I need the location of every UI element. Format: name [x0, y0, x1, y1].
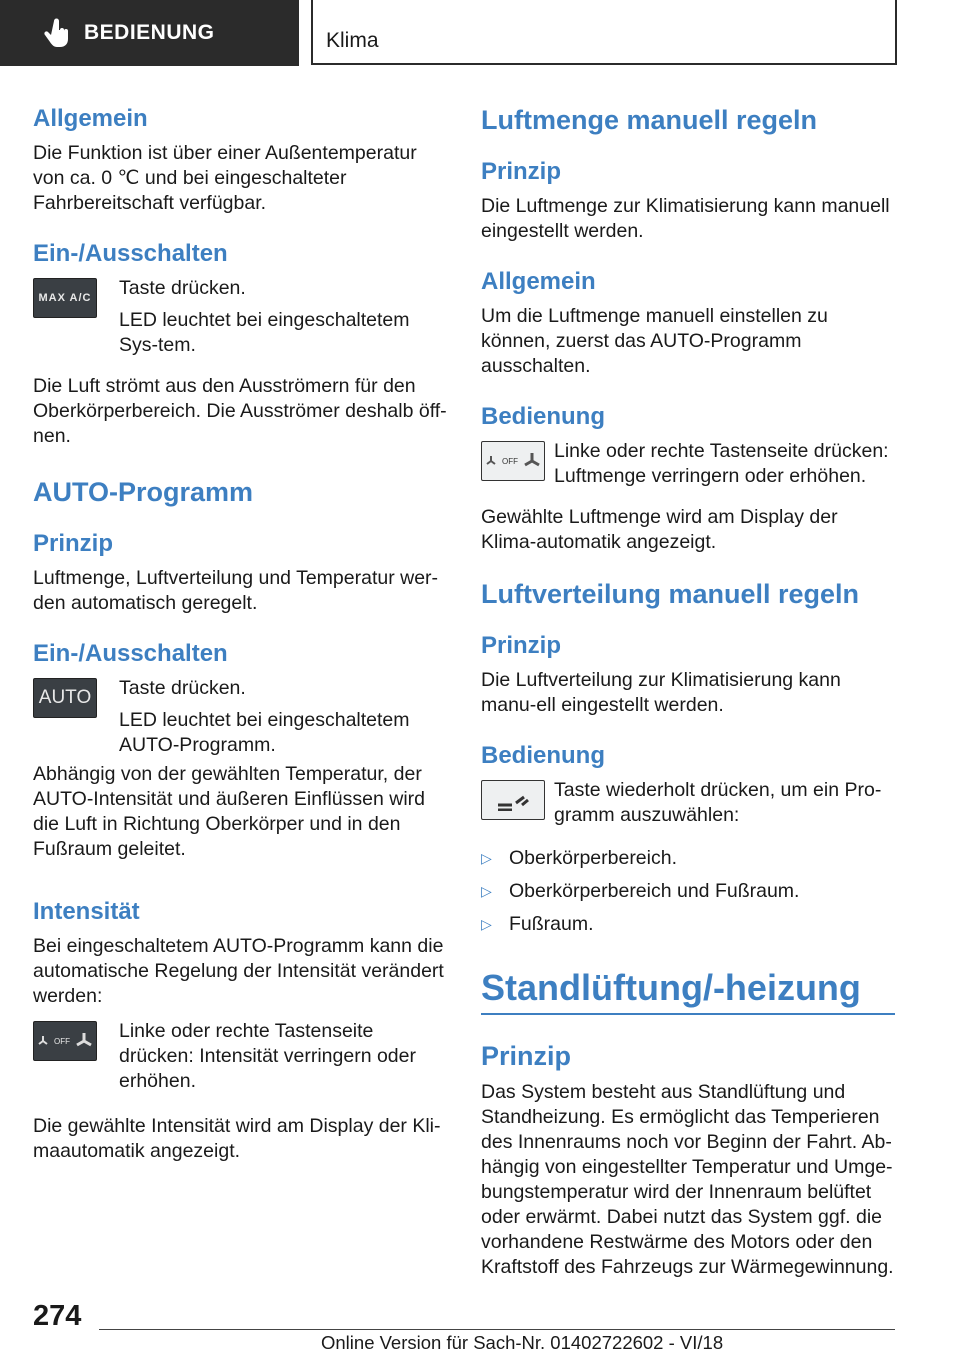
bullet-text: Oberkörperbereich und Fußraum.	[509, 880, 800, 902]
luftmenge-display-text: Gewählte Luftmenge wird am Display der Klima-automatik angezeigt.	[481, 506, 838, 553]
bullet-item	[481, 912, 895, 937]
air-distribution-icon	[496, 789, 530, 811]
online-version: Online Version für Sach-Nr. 01402722602 - VI/18	[321, 1332, 724, 1353]
fan-button	[33, 1021, 97, 1061]
heading-allgemein-r: Allgemein	[481, 268, 596, 295]
auto-text-1: Taste drücken.	[119, 677, 246, 699]
heading-auto-programm: AUTO-Programm	[33, 477, 254, 507]
prinzip-text-r2: Die Luftverteilung zur Klimatisierung kann manu-ell eingestellt werden.	[481, 669, 841, 716]
intensitaet-row	[33, 1019, 449, 1094]
maxac-text-1: Taste drücken.	[119, 277, 246, 299]
heading-bedienung-2: Bedienung	[481, 742, 605, 769]
heading-ein-ausschalten-2: Ein-/Ausschalten	[33, 640, 228, 667]
heading-prinzip-r1: Prinzip	[481, 158, 562, 185]
bullet-text: Oberkörperbereich.	[509, 847, 677, 869]
prinzip-text-r1: Die Luftmenge zur Klimatisierung kann manuell eingestellt werden.	[481, 195, 890, 242]
heading-prinzip-r3: Prinzip	[481, 1041, 572, 1071]
intensitaet-button-text: Linke oder rechte Tastenseite drücken: Intensität verringern oder erhöhen.	[119, 1020, 416, 1092]
fan-small-icon	[37, 1035, 49, 1047]
fan-large-icon-r	[523, 452, 541, 470]
heading-luftverteilung: Luftverteilung manuell regeln	[481, 579, 860, 609]
fan-small-icon-r	[485, 455, 497, 467]
fan-button-r	[481, 441, 545, 481]
auto-button	[33, 678, 97, 718]
heading-ein-ausschalten: Ein-/Ausschalten	[33, 240, 228, 267]
fan-button-label-r: OFF	[501, 456, 518, 466]
heading-prinzip-r2: Prinzip	[481, 632, 562, 659]
allgemein-text: Die Funktion ist über einer Außentemperatur von ca. 0 ℃ und bei eingeschalteter Fahrbereitschaft verfügbar.	[33, 142, 417, 214]
air-distribution-button	[481, 780, 545, 820]
bullet-item	[481, 846, 895, 871]
intensitaet-text: Bei eingeschaltetem AUTO-Programm kann die automatische Regelung der Intensität verändert werden:	[33, 935, 444, 1007]
bedienung-text-1: Linke oder rechte Tastenseite drücken: Luftmenge verringern oder erhöhen.	[554, 440, 889, 487]
luftmenge-row	[481, 439, 895, 489]
section-tab	[0, 0, 299, 66]
page-number: 274	[33, 1300, 82, 1332]
chapter-title: Klima	[326, 29, 379, 52]
heading-luftmenge: Luftmenge manuell regeln	[481, 105, 818, 135]
auto-button-label: AUTO	[38, 687, 92, 708]
allgemein-text-r: Um die Luftmenge manuell einstellen zu können, zuerst das AUTO-Programm ausschalten.	[481, 305, 828, 377]
heading-standlueftung: Standlüftung/-heizung	[481, 967, 895, 1015]
auto-row	[33, 676, 449, 758]
maxac-row	[33, 276, 449, 358]
bullet-item	[481, 879, 895, 904]
luft-text: Die Luft strömt aus den Ausströmern für den Oberkörperbereich. Die Ausströmer deshalb öff-nen.	[33, 375, 447, 447]
heading-bedienung-1: Bedienung	[481, 403, 605, 430]
maxac-button	[33, 278, 97, 318]
bullet-text: Fußraum.	[509, 913, 594, 935]
footer-rule	[99, 1329, 895, 1330]
fan-large-icon	[75, 1032, 93, 1050]
triangle-bullet-icon: ▷	[481, 883, 492, 899]
left-column	[33, 100, 449, 1164]
heading-prinzip: Prinzip	[33, 530, 114, 557]
abhaengig-text: Abhängig von der gewählten Temperatur, der AUTO-Intensität und äußeren Einflüssen wird die Luft in Richtung Oberkörper und in den Fußraum geleitet.	[33, 763, 425, 860]
heading-allgemein: Allgemein	[33, 105, 148, 132]
triangle-bullet-icon: ▷	[481, 850, 492, 866]
stand-text: Das System besteht aus Standlüftung und Standheizung. Es ermöglicht das Temperieren des Innenraums noch vor Beginn der Fahrt. Ab-hängig von eingestellter Temperatur und Umge-bungstemperatur wird der Innenraum belüftet oder erwärmt. Dabei nutzt das System ggf. die vorhandene Restwärme des Motors oder den Kraftstoff des Fahrzeugs zur Wärmegewinnung.	[481, 1081, 894, 1278]
maxac-button-label: MAX A/C	[38, 292, 92, 304]
maxac-text-2: LED leuchtet bei eingeschaltetem Sys-tem.	[119, 309, 410, 356]
chapter-header	[311, 0, 897, 65]
luftverteilung-row	[481, 778, 895, 828]
intensitaet-display-text: Die gewählte Intensität wird am Display der Kli-maautomatik angezeigt.	[33, 1115, 441, 1162]
heading-intensitaet: Intensität	[33, 898, 140, 925]
prinzip-text: Luftmenge, Luftverteilung und Temperatur wer-den automatisch geregelt.	[33, 567, 439, 614]
right-column	[481, 100, 895, 1280]
auto-text-2: LED leuchtet bei eingeschaltetem AUTO-Programm.	[119, 709, 410, 756]
hand-pointer-icon	[40, 15, 76, 51]
fan-button-label: OFF	[53, 1036, 70, 1046]
bedienung-text-2: Taste wiederholt drücken, um ein Pro-gramm auszuwählen:	[554, 779, 882, 826]
section-label: BEDIENUNG	[84, 21, 215, 44]
triangle-bullet-icon: ▷	[481, 916, 492, 932]
